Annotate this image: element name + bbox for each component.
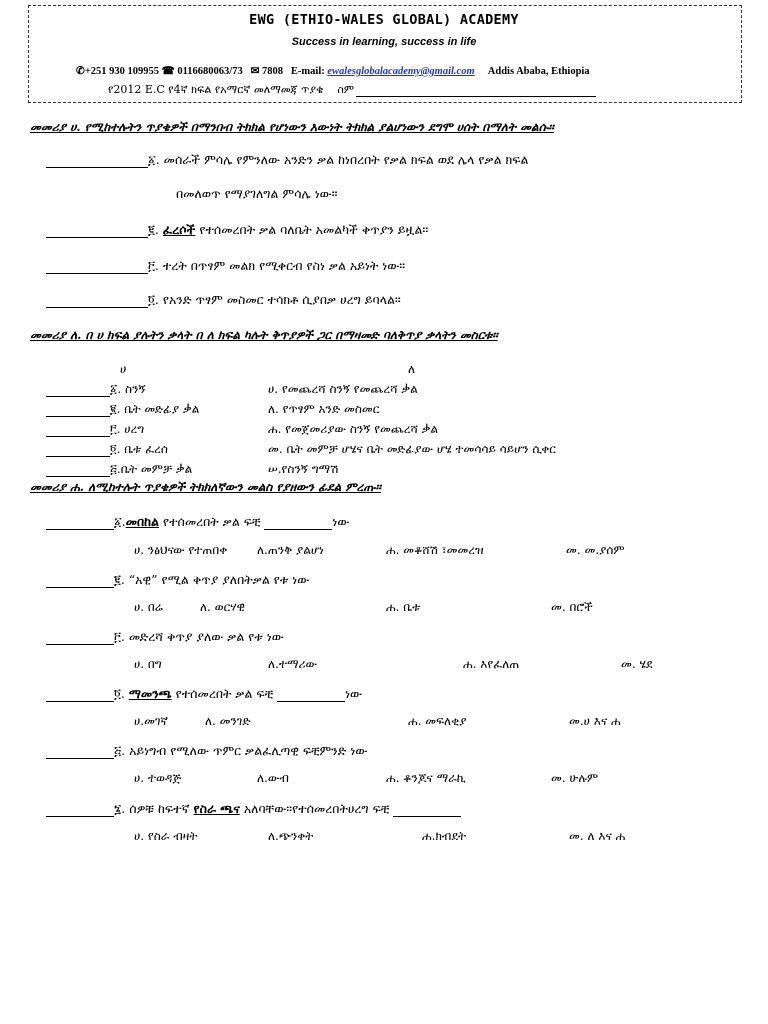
option-b[interactable]: ለ.ተማሪው bbox=[268, 657, 318, 671]
answer-blank[interactable] bbox=[46, 804, 114, 817]
inline-blank[interactable] bbox=[264, 517, 332, 530]
school-name: EWG (ETHIO-WALES GLOBAL) ACADEMY bbox=[249, 12, 519, 28]
match-row-1: ፩. ስንኝ bbox=[46, 382, 146, 397]
section-3-instruction: መመሪያ ሐ. ለሚከተሉት ጥያቄዎች ትክክለኛውን መልስ የያዘውን ፊደል ምረጡ። bbox=[30, 480, 381, 494]
column-a-header: ሀ bbox=[120, 362, 127, 376]
answer-blank[interactable] bbox=[46, 517, 114, 530]
email-label: E-mail: bbox=[290, 66, 325, 77]
option-b[interactable]: ለ. መንገድ bbox=[205, 714, 251, 728]
option-d[interactable]: መ.ሀ እና ሐ bbox=[569, 714, 621, 728]
option-b[interactable]: ለ.ጭንቀት bbox=[268, 829, 314, 843]
question-number: ፬. bbox=[148, 292, 159, 307]
phone-icon: ✆ bbox=[76, 66, 85, 77]
name-label: ስም bbox=[337, 83, 355, 96]
mc-question-4: ፬. ማመንጫ የተሰመረበት ቃል ፍቺ ነው bbox=[46, 686, 362, 702]
option-c[interactable]: ሐ.ክብደት bbox=[422, 829, 467, 843]
tel-number: 0116680063/73 bbox=[177, 66, 243, 77]
tf-question-2 bbox=[46, 222, 428, 238]
question-text: መሰራች ምሳሌ የምንለው አንድን ቃል ከነበረበት የቃል ክፍል ወደ ሌላ የቃል ክፍል bbox=[163, 152, 529, 167]
inline-blank[interactable] bbox=[277, 689, 345, 702]
option-d[interactable]: መ. ሁሉም bbox=[551, 771, 599, 785]
column-a-item: ስንኝ bbox=[125, 382, 146, 396]
question-text: ተረት በጥፃም መልክ የሚቀርብ የስነ ቃል አይነት ነው። bbox=[162, 258, 406, 273]
city: Addis Ababa, Ethiopia bbox=[487, 66, 590, 77]
question-number: ፩. bbox=[148, 152, 160, 167]
option-b[interactable]: ለ.ውብ bbox=[257, 771, 289, 785]
column-a-item: ቤት መድፊያ ቃል bbox=[124, 402, 200, 416]
section-1-instruction: መመሪያ ሀ. የሚከተሉትን ጥያቄዎች በማንበብ ትክክል የሆነውን እውነት ትክክል ያልሆነውን ደግሞ ሀሰት በማለት መልሱ። bbox=[30, 120, 554, 134]
column-a-item: ሀረግ bbox=[124, 422, 145, 436]
mc-question-6: ፮. ሰዎቹ ከፍተኛ የስራ ጫና አለባቸው፡፡የተሰመረበትሀረግ ፍቺ bbox=[46, 801, 461, 817]
underlined-word: ፈረሶች bbox=[162, 222, 196, 237]
answer-blank[interactable] bbox=[46, 384, 110, 397]
option-a[interactable]: ሀ. በሬ bbox=[134, 600, 163, 614]
option-d[interactable]: መ. ሄደ bbox=[621, 657, 653, 671]
inline-blank[interactable] bbox=[393, 804, 461, 817]
answer-blank[interactable] bbox=[46, 464, 110, 477]
answer-blank[interactable] bbox=[46, 155, 148, 168]
mc-question-3: ፫. መድረሻ ቅጥያ ያለው ቃል የቱ ነው bbox=[46, 629, 284, 645]
answer-blank[interactable] bbox=[46, 575, 114, 588]
column-a-item: ቤት መምቻ ቃል bbox=[120, 462, 193, 476]
question-text: የተሰመረበት ቃል ባለቤት አመልካች ቅጥያን ይዟል። bbox=[199, 222, 429, 237]
tf-question-4 bbox=[46, 292, 401, 308]
answer-blank[interactable] bbox=[46, 746, 114, 759]
option-c[interactable]: ሐ. እየፈለጠ bbox=[463, 657, 520, 671]
answer-blank[interactable] bbox=[46, 424, 110, 437]
column-b-item: ሐ. የመጀመሪያው ስንኝ የመጨረሻ ቃል bbox=[268, 422, 439, 436]
question-number: ፪. bbox=[148, 222, 159, 237]
option-d[interactable]: መ. ለ እና ሐ bbox=[569, 829, 626, 843]
option-a[interactable]: ሀ. በግ bbox=[134, 657, 162, 671]
contact-line bbox=[76, 65, 590, 77]
option-a[interactable]: ሀ. የስራ ብዛት bbox=[134, 829, 198, 843]
match-row-2: ፪. ቤት መድፊያ ቃል bbox=[46, 402, 199, 417]
option-a[interactable]: ሀ.መገኛ bbox=[134, 714, 169, 728]
answer-blank[interactable] bbox=[46, 444, 110, 457]
po-box: 7808 bbox=[262, 66, 284, 77]
answer-blank[interactable] bbox=[46, 261, 148, 274]
column-b-item: ለ. የጥፃም አንድ መስመር bbox=[268, 402, 380, 416]
mc-question-2: ፪. “አዊ” የሚል ቅጥያ ያለበትቃል የቱ ነው bbox=[46, 572, 309, 588]
match-row-3: ፫. ሀረግ bbox=[46, 422, 144, 437]
option-a[interactable]: ሀ. ንፅህናው የተጠበቀ bbox=[134, 543, 228, 557]
option-c[interactable]: ሐ. መቆሸሽ ፣መመረዝ bbox=[386, 543, 484, 557]
option-b[interactable]: ለ. ወርሃዊ bbox=[200, 600, 245, 614]
option-a[interactable]: ሀ. ተወዳጅ bbox=[134, 771, 182, 785]
mail-icon: ✉ bbox=[250, 66, 260, 77]
answer-blank[interactable] bbox=[46, 225, 148, 238]
question-number: ፫. bbox=[148, 258, 159, 273]
column-a-item: ቤቱ ፈረሰ bbox=[124, 442, 168, 456]
underlined-word: ማመንጫ bbox=[128, 686, 172, 701]
tf-question-1-cont: በመለወጥ የማያገለግል ምሳሌ ነው። bbox=[176, 186, 338, 201]
column-b-item: መ. ቤት መምቻ ሆሄና ቤት መድፊያው ሆሄ ተመሳሳይ ሳይሆን ሲቀር bbox=[268, 442, 556, 456]
answer-blank[interactable] bbox=[46, 632, 114, 645]
option-c[interactable]: ሐ. መፍለቂያ bbox=[408, 714, 467, 728]
option-c[interactable]: ሐ. ቤቱ bbox=[386, 600, 421, 614]
underlined-word: መበከል bbox=[125, 514, 159, 529]
email-link[interactable]: ewalesglobalacademy@gmail.com bbox=[327, 66, 475, 77]
section-2-instruction: መመሪያ ለ. በ ሀ ክፍል ያሉትን ቃላት በ ለ ክፍል ካሉት ቅጥያዎች ጋር በማዛመድ ባለቅጥያ ቃላትን መስርቱ። bbox=[30, 328, 498, 342]
school-motto: Success in learning, success in life bbox=[291, 36, 477, 48]
match-row-5: ፭.ቤት መምቻ ቃል bbox=[46, 462, 192, 477]
mc-question-5: ፭. አይነግብ የሚለው ጥምር ቃልፈሊጣዊ ፍቺምንድ ነው bbox=[46, 743, 367, 759]
tf-question-3 bbox=[46, 258, 405, 274]
answer-blank[interactable] bbox=[46, 689, 114, 702]
answer-blank[interactable] bbox=[46, 404, 110, 417]
question-text: የአንድ ጥፃም መስመር ተሳክቶ ሲያበቃ ሀረግ ይባላል። bbox=[162, 292, 401, 307]
telephone-icon: ☎ bbox=[161, 66, 175, 77]
column-b-item: ሠ.የስንኝ ግማሽ bbox=[268, 462, 339, 476]
tf-question-1 bbox=[46, 152, 528, 168]
option-d[interactable]: መ. በሮች bbox=[551, 600, 593, 614]
phone-number: +251 930 109955 bbox=[84, 66, 160, 77]
name-field[interactable] bbox=[356, 85, 596, 97]
answer-blank[interactable] bbox=[46, 295, 148, 308]
option-d[interactable]: መ. መ.ያሰም bbox=[566, 543, 625, 557]
column-b-item: ሀ. የመጨረሻ ስንኝ የመጨረሻ ቃል bbox=[268, 382, 418, 396]
underlined-word: የስራ ጫና bbox=[193, 801, 240, 816]
column-b-header: ለ bbox=[408, 362, 416, 376]
option-c[interactable]: ሐ. ቆንጆና ማራኪ bbox=[386, 771, 466, 785]
mc-question-1: ፩.መበከል የተሰመረበት ቃል ፍቺ ነው bbox=[46, 514, 349, 530]
match-row-4: ፬. ቤቱ ፈረሰ bbox=[46, 442, 168, 457]
option-b[interactable]: ለ.ጠንቅ ያልሆነ bbox=[257, 543, 324, 557]
worksheet-subtitle bbox=[108, 83, 596, 97]
subtitle-text: የ2012 E.C የ4ኛ ክፍል የአማርኛ መለማመጃ ጥያቄ bbox=[108, 83, 324, 96]
